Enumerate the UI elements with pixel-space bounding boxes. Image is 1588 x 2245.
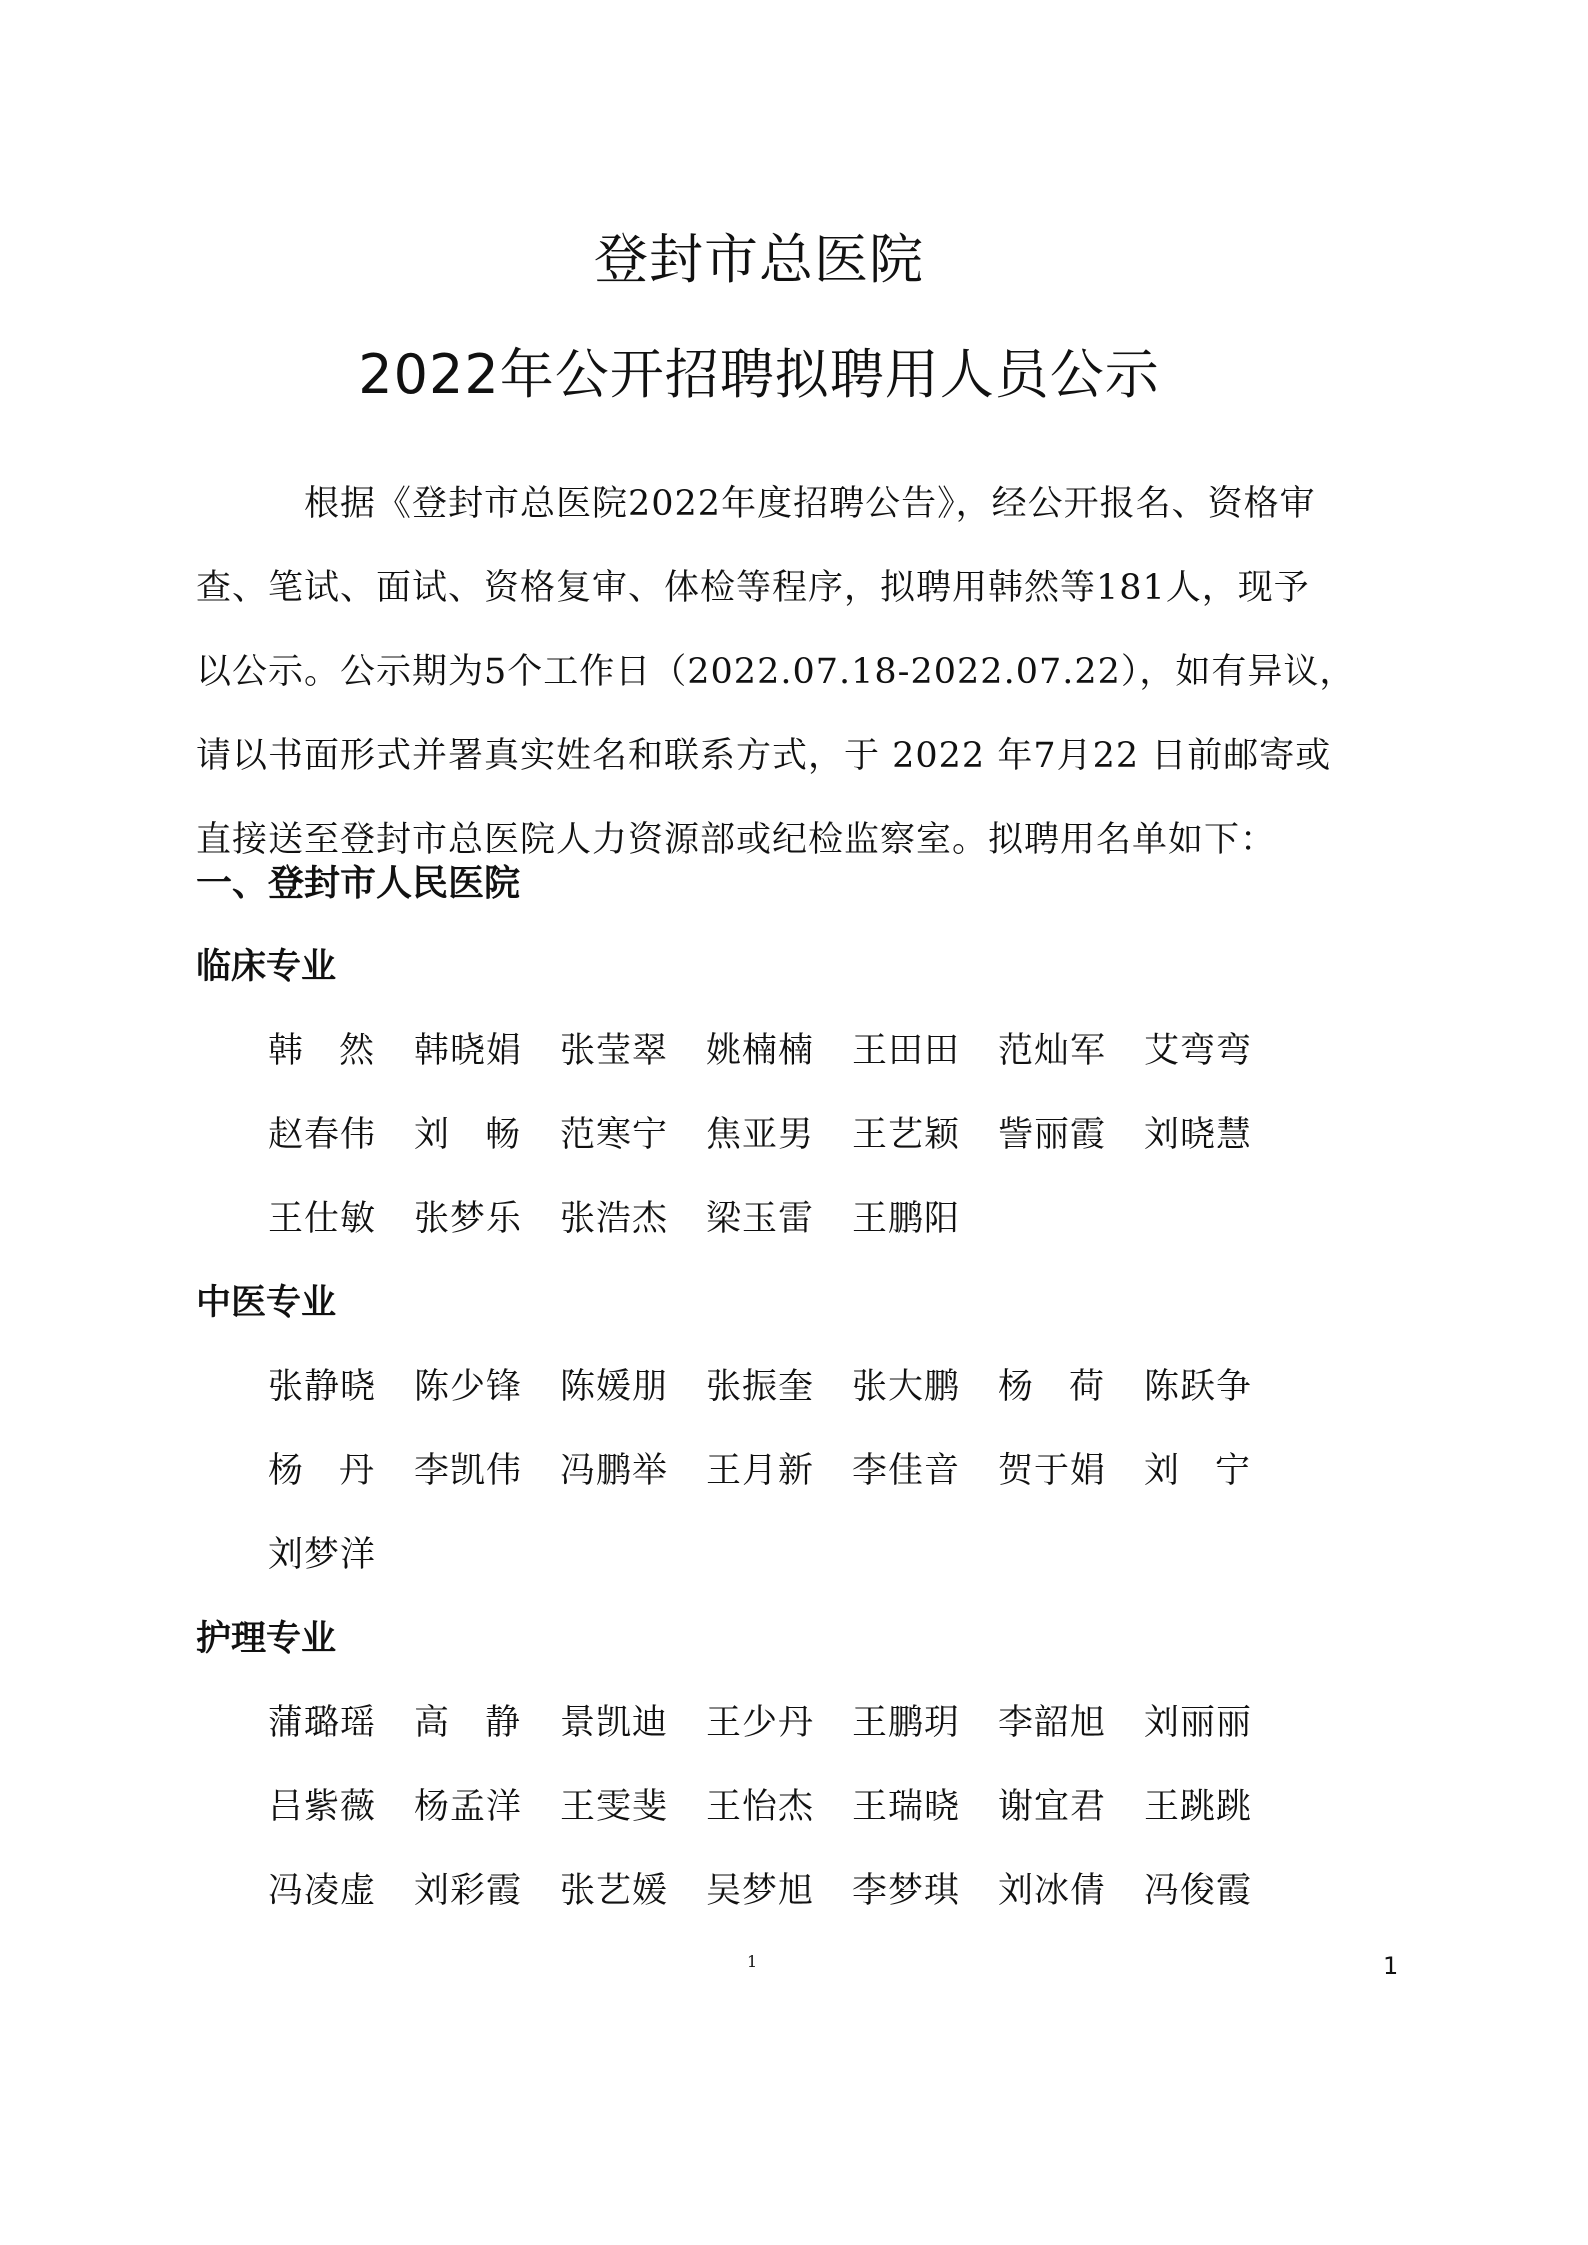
paragraph-line: 根据《登封市总医院2022年度招聘公告》，经公开报名、资格审 (304, 484, 1316, 524)
name-item: 刘丽丽 (1144, 1703, 1253, 1743)
name-item: 李韶旭 (998, 1703, 1107, 1743)
name-item: 冯鹏举 (560, 1451, 669, 1491)
name-item: 王仕敏 (268, 1199, 377, 1239)
name-item: 范灿军 (998, 1031, 1107, 1071)
paragraph-line: 以公示。公示期为5个工作日（2022.07.18-2022.07.22），如有异议， (196, 652, 1356, 692)
name-item: 张莹翠 (560, 1031, 669, 1071)
name-item: 吴梦旭 (706, 1871, 815, 1911)
name-list (268, 1026, 1318, 1278)
name-item: 贺于娟 (998, 1451, 1107, 1491)
name-item: 李佳音 (852, 1451, 961, 1491)
name-item: 谢宜君 (998, 1787, 1107, 1827)
name-item: 刘宁 (1144, 1451, 1287, 1491)
name-item: 王鹏玥 (852, 1703, 961, 1743)
name-item: 訾丽霞 (998, 1115, 1107, 1155)
name-item: 李梦琪 (852, 1871, 961, 1911)
name-item: 赵春伟 (268, 1115, 377, 1155)
name-item: 张浩杰 (560, 1199, 669, 1239)
name-item: 冯俊霞 (1144, 1871, 1253, 1911)
name-item: 刘彩霞 (414, 1871, 523, 1911)
name-item: 姚楠楠 (706, 1031, 815, 1071)
name-item: 范寒宁 (560, 1115, 669, 1155)
name-item: 张大鹏 (852, 1367, 961, 1407)
name-item: 王鹏阳 (852, 1199, 961, 1239)
name-item: 梁玉雷 (706, 1199, 815, 1239)
name-item: 王瑞晓 (852, 1787, 961, 1827)
name-item: 高静 (414, 1703, 557, 1743)
name-item: 张艺媛 (560, 1871, 669, 1911)
name-item: 焦亚男 (706, 1115, 815, 1155)
name-item: 陈少锋 (414, 1367, 523, 1407)
page-number-center: 1 (747, 1952, 758, 1971)
name-item: 陈跃争 (1144, 1367, 1253, 1407)
notice-paragraph (196, 462, 1356, 882)
name-item: 陈媛朋 (560, 1367, 669, 1407)
name-item: 吕紫薇 (268, 1787, 377, 1827)
name-list (268, 1698, 1318, 1950)
name-item: 刘晓慧 (1144, 1115, 1253, 1155)
document-title-line2: 2022年公开招聘拟聘用人员公示 (358, 343, 1160, 406)
page-number-right: 1 (1383, 1952, 1399, 1980)
category-heading: 临床专业 (196, 946, 337, 987)
name-item: 张振奎 (706, 1367, 815, 1407)
name-list (268, 1362, 1318, 1614)
name-item: 王跳跳 (1144, 1787, 1253, 1827)
section-heading: 一、登封市人民医院 (196, 862, 521, 904)
category-heading: 护理专业 (196, 1618, 337, 1659)
name-item: 刘畅 (414, 1115, 557, 1155)
name-item: 王田田 (852, 1031, 961, 1071)
name-item: 刘梦洋 (268, 1535, 377, 1575)
name-item: 韩然 (268, 1031, 411, 1071)
name-item: 王月新 (706, 1451, 815, 1491)
name-item: 冯凌虚 (268, 1871, 377, 1911)
name-item: 刘冰倩 (998, 1871, 1107, 1911)
name-item: 杨孟洋 (414, 1787, 523, 1827)
name-item: 李凯伟 (414, 1451, 523, 1491)
name-item: 王怡杰 (706, 1787, 815, 1827)
name-item: 韩晓娟 (414, 1031, 523, 1071)
paragraph-line: 请以书面形式并署真实姓名和联系方式，于 2022 年7月22 日前邮寄或 (196, 736, 1332, 776)
name-item: 蒲璐瑶 (268, 1703, 377, 1743)
name-item: 杨丹 (268, 1451, 411, 1491)
name-item: 王雯斐 (560, 1787, 669, 1827)
name-item: 艾弯弯 (1144, 1031, 1253, 1071)
paragraph-line: 查、笔试、面试、资格复审、体检等程序，拟聘用韩然等181人，现予 (196, 568, 1310, 608)
document-title-line1: 登封市总医院 (594, 228, 924, 291)
name-item: 王艺颖 (852, 1115, 961, 1155)
name-item: 杨荷 (998, 1367, 1141, 1407)
name-item: 景凯迪 (560, 1703, 669, 1743)
category-heading: 中医专业 (196, 1282, 337, 1323)
paragraph-line: 直接送至登封市总医院人力资源部或纪检监察室。拟聘用名单如下： (196, 820, 1277, 860)
name-item: 张梦乐 (414, 1199, 523, 1239)
name-item: 张静晓 (268, 1367, 377, 1407)
name-item: 王少丹 (706, 1703, 815, 1743)
